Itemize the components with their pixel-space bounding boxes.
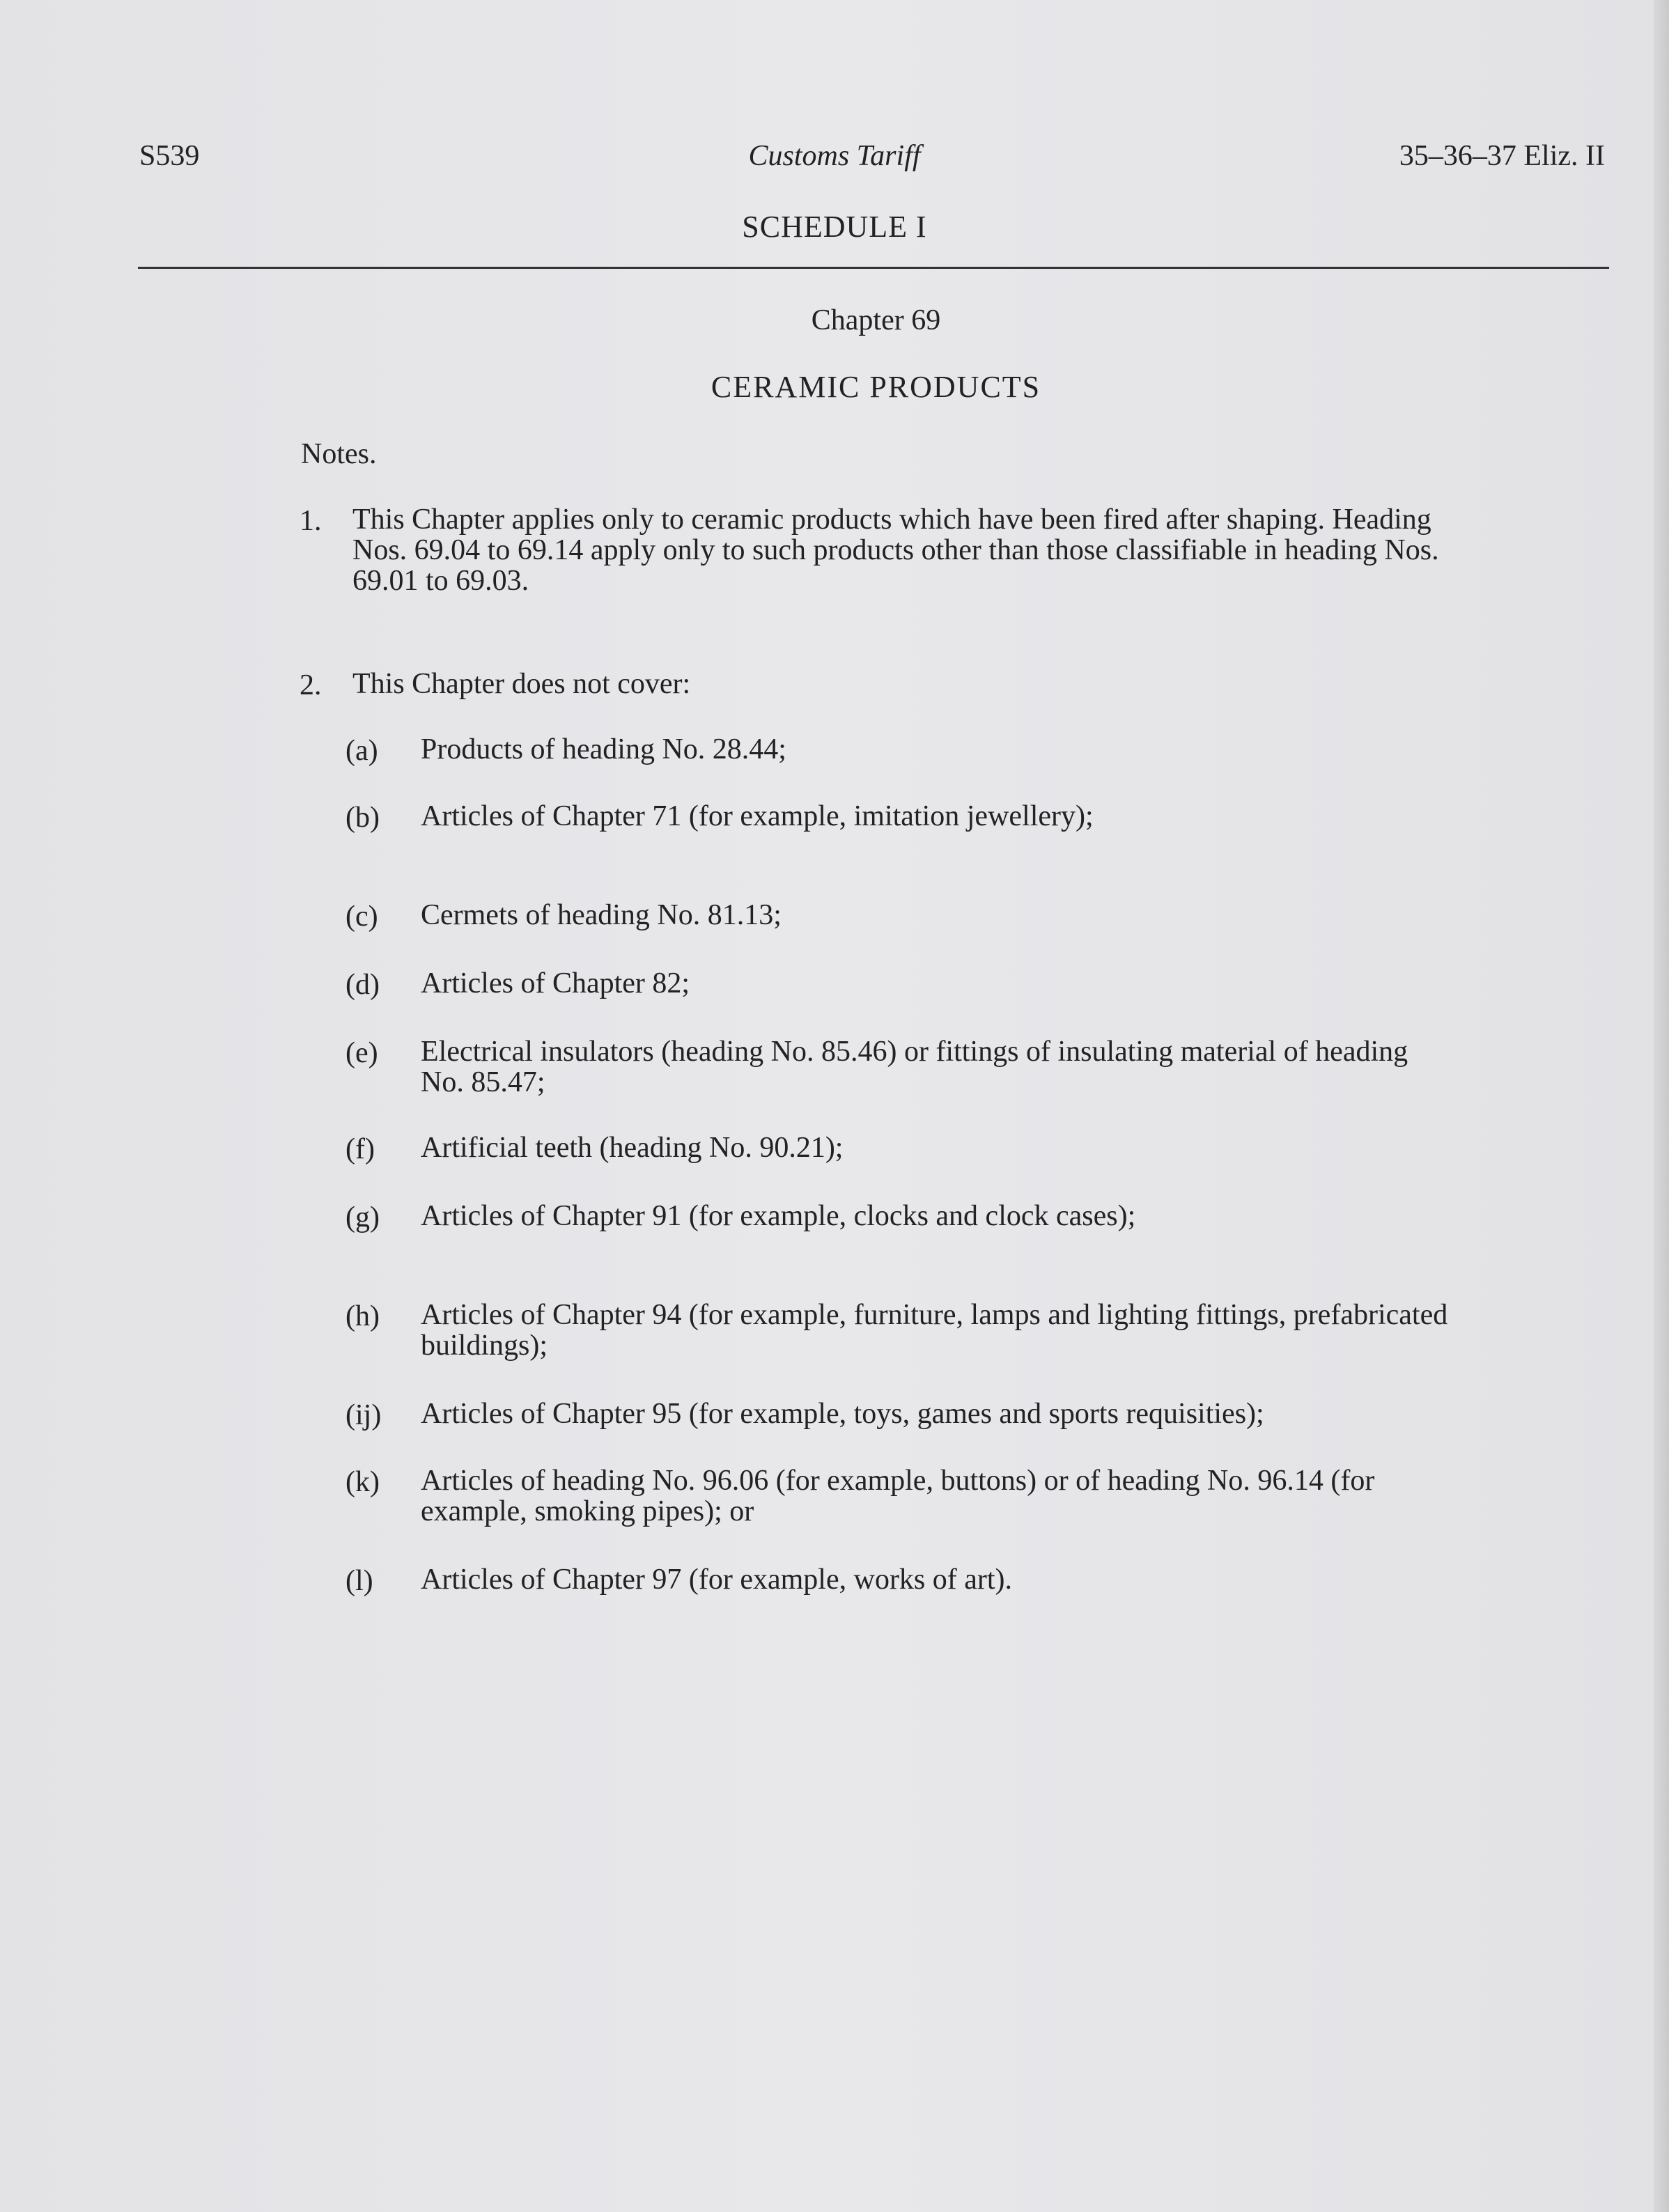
exclusion-label: (k) [346, 1466, 380, 1498]
exclusion-text: Electrical insulators (heading No. 85.46) or fittings of insulating material of heading No. 85.47; [421, 1036, 1408, 1098]
exclusion-text: Articles of Chapter 94 (for example, furniture, lamps and lighting fittings, prefabricated buildings); [421, 1299, 1448, 1362]
schedule-heading: SCHEDULE I [742, 210, 927, 244]
exclusion-text: Products of heading No. 28.44; [421, 733, 786, 765]
note-number: 2. [300, 669, 322, 701]
exclusion-label: (e) [346, 1037, 378, 1069]
exclusion-text: Cermets of heading No. 81.13; [421, 899, 782, 931]
exclusion-text: Articles of Chapter 82; [421, 967, 690, 999]
note-number: 1. [300, 505, 322, 537]
exclusion-label: (c) [346, 901, 378, 933]
exclusion-label: (a) [346, 735, 378, 767]
exclusion-text: Articles of Chapter 71 (for example, imitation jewellery); [421, 800, 1094, 832]
notes-heading: Notes. [301, 438, 377, 470]
exclusion-text: Articles of Chapter 97 (for example, works of art). [421, 1564, 1013, 1596]
note-text: This Chapter applies only to ceramic products which have been fired after shaping. Heading Nos. 69.04 to 69.14 apply only to such products other than those classifiable in heading Nos. 69.01 to 69.03. [352, 504, 1439, 597]
running-title: Customs Tariff [748, 140, 921, 172]
exclusion-label: (f) [346, 1133, 375, 1165]
header-rule [138, 267, 1609, 269]
exclusion-label: (l) [346, 1565, 373, 1597]
exclusion-label: (ij) [346, 1399, 382, 1431]
page-number: S539 [139, 140, 200, 172]
exclusion-label: (b) [346, 802, 380, 834]
exclusion-label: (d) [346, 969, 380, 1001]
exclusion-text: Articles of Chapter 95 (for example, toys, games and sports requisities); [421, 1398, 1264, 1430]
chapter-heading: Chapter 69 [811, 304, 941, 336]
chapter-title: CERAMIC PRODUCTS [711, 370, 1041, 404]
exclusion-label: (h) [346, 1300, 380, 1332]
exclusion-label: (g) [346, 1201, 380, 1233]
exclusion-text: Artificial teeth (heading No. 90.21); [421, 1132, 844, 1164]
exclusion-text: Articles of Chapter 91 (for example, clocks and clock cases); [421, 1200, 1136, 1232]
note-text: This Chapter does not cover: [352, 668, 691, 700]
exclusion-text: Articles of heading No. 96.06 (for example, buttons) or of heading No. 96.14 (for example, smoking pipes); or [421, 1465, 1375, 1527]
statute-reference: 35–36–37 Eliz. II [1399, 140, 1605, 172]
